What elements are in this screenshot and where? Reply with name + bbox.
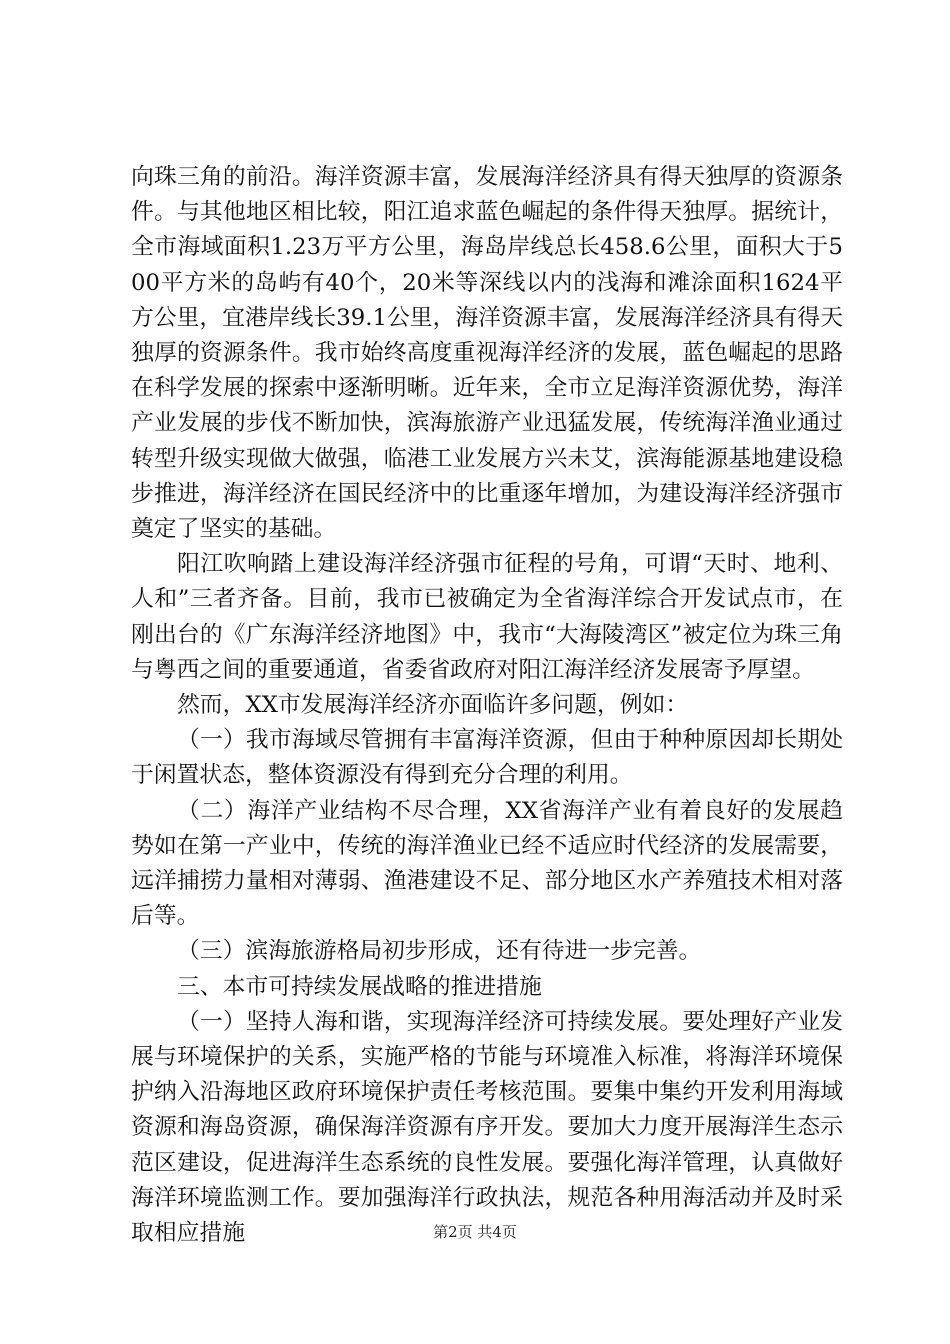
section-heading: 三、本市可持续发展战略的推进措施	[177, 973, 542, 1000]
document-body	[131, 160, 843, 1251]
paragraph-5: （二）海洋产业结构不尽合理，XX省海洋产业有着良好的发展趋势如在第一产业中，传统的海洋渔业已经不适应时代经济的发展需要，远洋捕捞力量相对薄弱、渔港建设不足、部分地区水产养殖技术相对落后等。	[131, 797, 843, 930]
page-number: 第2页 共4页	[433, 1223, 517, 1241]
paragraph-3: 然而，XX市发展海洋经济亦面临许多问题，例如：	[177, 692, 689, 719]
paragraph-6: （三）滨海旅游格局初步形成，还有待进一步完善。	[177, 938, 702, 965]
paragraph-8: （一）坚持人海和谐，实现海洋经济可持续发展。要处理好产业发展与环境保护的关系，实施严格的节能与环境准入标准，将海洋环境保护纳入沿海地区政府环境保护责任考核范围。要集中集约开发利用海域资源和海岛资源，确保海洋资源有序开发。要加大力度开展海洋生态示范区建设，促进海洋生态系统的良性发展。要强化海洋管理，认真做好海洋环境监测工作。要加强海洋行政执法，规范各种用海活动并及时采取相应措施	[131, 1008, 843, 1247]
paragraph-4: （一）我市海域尽管拥有丰富海洋资源，但由于种种原因却长期处于闲置状态，整体资源没有得到充分合理的利用。	[131, 727, 843, 789]
paragraph-1: 向珠三角的前沿。海洋资源丰富，发展海洋经济具有得天独厚的资源条件。与其他地区相比较，阳江追求蓝色崛起的条件得天独厚。据统计，全市海域面积1.23万平方公里，海岛岸线总长458.6公里，面积大于500平方米的岛屿有40个，20米等深线以内的浅海和滩涂面积1624平方公里，宜港岸线长39.1公里，海洋资源丰富，发展海洋经济具有得天独厚的资源条件。我市始终高度重视海洋经济的发展，蓝色崛起的思路在科学发展的探索中逐渐明晰。近年来，全市立足海洋资源优势，海洋产业发展的步伐不断加快，滨海旅游产业迅猛发展，传统海洋渔业通过转型升级实现做大做强，临港工业发展方兴未艾，滨海能源基地建设稳步推进，海洋经济在国民经济中的比重逐年增加，为建设海洋经济强市奠定了坚实的基础。	[131, 164, 843, 543]
paragraph-2: 阳江吹响踏上建设海洋经济强市征程的号角，可谓“天时、地利、人和”三者齐备。目前，我市已被确定为全省海洋综合开发试点市，在刚出台的《广东海洋经济地图》中，我市“大海陵湾区”被定位为珠三角与粤西之间的重要通道，省委省政府对阳江海洋经济发展寄予厚望。	[131, 551, 843, 683]
